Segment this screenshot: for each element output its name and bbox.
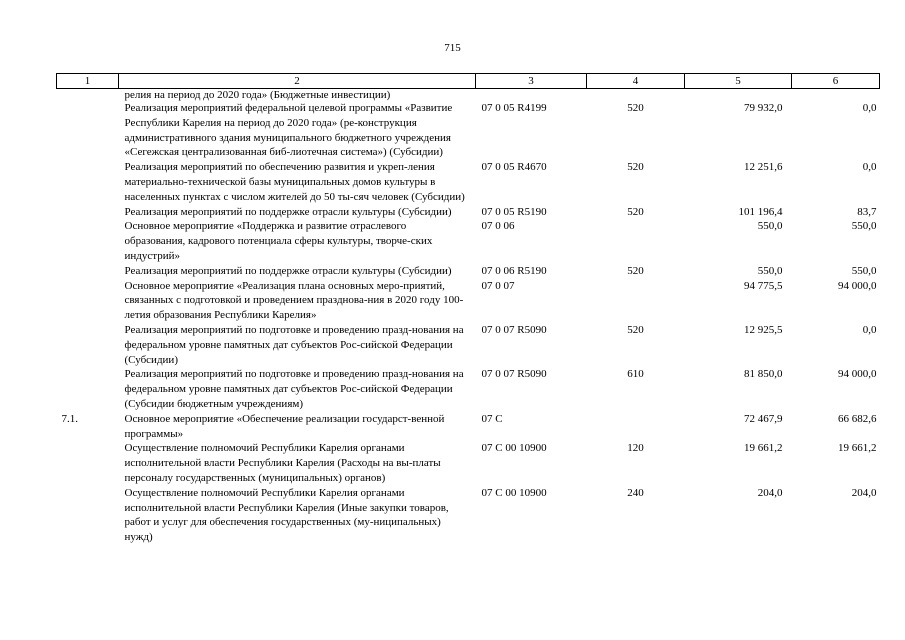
row-sum-5: 550,0 bbox=[757, 264, 783, 277]
row-name: Реализация мероприятий по подготовке и проведению празд-нования на федеральном уровне памятных дат субъектов Рос-сийской Федерации (Субсидии) bbox=[124, 323, 464, 366]
row-sum-5: 81 850,0 bbox=[744, 368, 783, 381]
row-number bbox=[57, 205, 119, 220]
table-row bbox=[57, 219, 880, 263]
table-row bbox=[57, 441, 880, 485]
row-expense-type: 520 bbox=[627, 161, 644, 174]
row-sum-6: 0,0 bbox=[862, 102, 877, 114]
row-sum-6: 204,0 bbox=[851, 486, 877, 499]
row-sum-5 bbox=[685, 89, 792, 102]
row-code: 07 С bbox=[481, 412, 503, 425]
table-row bbox=[57, 101, 880, 160]
row-expense-type: 520 bbox=[627, 264, 644, 277]
row-code: 07 0 06 R5190 bbox=[481, 264, 547, 277]
row-expense-type bbox=[587, 89, 685, 102]
row-sum-5: 204,0 bbox=[757, 486, 783, 499]
row-code bbox=[476, 89, 587, 102]
row-name: Реализация мероприятий федеральной целевой программы «Развитие Республики Карелия на период до 2020 года» (ре-конструкция административного здания муниципального бюджетного учреждения «Сегежская централизованная биб-лиотечная система») (Субсидии) bbox=[124, 102, 453, 159]
row-expense-type: 240 bbox=[627, 486, 644, 499]
row-name: Основное мероприятие «Обеспечение реализации государст-венной программы» bbox=[124, 412, 445, 440]
row-name: Реализация мероприятий по обеспечению развития и укреп-ления материально-технической базы муниципальных домов культуры в населенных пунктах с числом жителей до 50 ты-сяч человек (Субсидии) bbox=[124, 161, 465, 203]
row-expense-type bbox=[587, 279, 685, 323]
row-sum-6: 550,0 bbox=[851, 264, 877, 277]
col-header-1: 1 bbox=[57, 74, 119, 89]
row-sum-6: 19 661,2 bbox=[838, 442, 877, 455]
table-row bbox=[57, 89, 880, 102]
row-sum-6: 94 000,0 bbox=[838, 279, 877, 292]
row-name: Основное мероприятие «Поддержка и развитие отраслевого образования, кадрового потенциала сферы культуры, творче-ских индустрий» bbox=[124, 220, 433, 262]
row-name: релия на период до 2020 года» (Бюджетные инвестиции) bbox=[124, 89, 391, 101]
row-number bbox=[57, 486, 119, 545]
table-row bbox=[57, 412, 880, 442]
row-number bbox=[57, 441, 119, 485]
row-code: 07 С 00 10900 bbox=[481, 442, 547, 455]
col-header-2: 2 bbox=[119, 74, 476, 89]
row-expense-type: 520 bbox=[627, 323, 644, 336]
row-name: Основное мероприятие «Реализация плана основных меро-приятий, связанных с подготовкой и проведением празднова-ния в 2020 году 100-летия образования Республики Карелия» bbox=[124, 279, 464, 322]
table-row bbox=[57, 205, 880, 220]
row-sum-5: 12 251,6 bbox=[744, 161, 783, 174]
row-sum-5: 79 932,0 bbox=[744, 102, 783, 114]
row-number bbox=[57, 323, 119, 367]
row-sum-6: 94 000,0 bbox=[838, 368, 877, 381]
row-name: Реализация мероприятий по подготовке и проведению празд-нования на федеральном уровне памятных дат субъектов Рос-сийской Федерации (Субсидии бюджетным учреждениям) bbox=[124, 368, 464, 410]
row-code: 07 С 00 10900 bbox=[481, 486, 547, 499]
row-expense-type: 610 bbox=[627, 368, 644, 381]
row-number bbox=[57, 367, 119, 411]
row-expense-type: 520 bbox=[627, 205, 644, 218]
row-expense-type bbox=[587, 412, 685, 442]
row-sum-5: 72 467,9 bbox=[744, 412, 783, 425]
row-code: 07 0 07 bbox=[481, 279, 515, 292]
row-code: 07 0 06 bbox=[481, 220, 515, 233]
row-number bbox=[57, 264, 119, 279]
table-row bbox=[57, 323, 880, 367]
table-row bbox=[57, 160, 880, 204]
row-number bbox=[57, 279, 119, 323]
row-name: Осуществление полномочий Республики Карелия органами исполнительной власти Республики Карелия (Иные закупки товаров, работ и услуг для обеспечения государственных (му-ниципальных) нужд) bbox=[124, 486, 449, 544]
row-expense-type bbox=[587, 219, 685, 263]
row-sum-6: 0,0 bbox=[862, 323, 877, 336]
page-number: 715 bbox=[444, 42, 461, 54]
row-sum-6: 83,7 bbox=[857, 205, 877, 218]
table-row bbox=[57, 486, 880, 545]
row-sum-5: 12 925,5 bbox=[744, 323, 783, 336]
table-row bbox=[57, 264, 880, 279]
col-header-3: 3 bbox=[476, 74, 587, 89]
row-number bbox=[57, 219, 119, 263]
row-name: Осуществление полномочий Республики Карелия органами исполнительной власти Республики Карелия (Расходы на вы-платы персоналу государственных (муниципальных) органов) bbox=[124, 442, 441, 484]
row-expense-type: 520 bbox=[627, 102, 644, 114]
row-number bbox=[57, 160, 119, 204]
row-code: 07 0 05 R5190 bbox=[481, 205, 547, 218]
row-expense-type: 120 bbox=[627, 442, 644, 455]
budget-table bbox=[56, 73, 880, 545]
row-code: 07 0 07 R5090 bbox=[481, 368, 547, 381]
row-sum-5: 101 196,4 bbox=[738, 205, 783, 218]
row-sum-5: 550,0 bbox=[757, 220, 783, 233]
row-code: 07 0 05 R4670 bbox=[481, 161, 547, 174]
table-row bbox=[57, 367, 880, 411]
row-number: 7.1. bbox=[61, 412, 78, 425]
col-header-5: 5 bbox=[685, 74, 792, 89]
table-header-row bbox=[57, 74, 880, 89]
row-code: 07 0 07 R5090 bbox=[481, 323, 547, 336]
table-row bbox=[57, 279, 880, 323]
row-sum-5: 94 775,5 bbox=[744, 279, 783, 292]
row-name: Реализация мероприятий по поддержке отрасли культуры (Субсидии) bbox=[124, 205, 452, 218]
row-sum-6 bbox=[792, 89, 880, 102]
row-sum-6: 66 682,6 bbox=[838, 412, 877, 425]
col-header-4: 4 bbox=[587, 74, 685, 89]
row-sum-5: 19 661,2 bbox=[744, 442, 783, 455]
col-header-6: 6 bbox=[792, 74, 880, 89]
row-number bbox=[57, 101, 119, 160]
row-name: Реализация мероприятий по поддержке отрасли культуры (Субсидии) bbox=[124, 264, 452, 277]
row-sum-6: 0,0 bbox=[862, 161, 877, 174]
row-code: 07 0 05 R4199 bbox=[481, 102, 547, 114]
row-number bbox=[57, 89, 119, 102]
row-sum-6: 550,0 bbox=[851, 220, 877, 233]
